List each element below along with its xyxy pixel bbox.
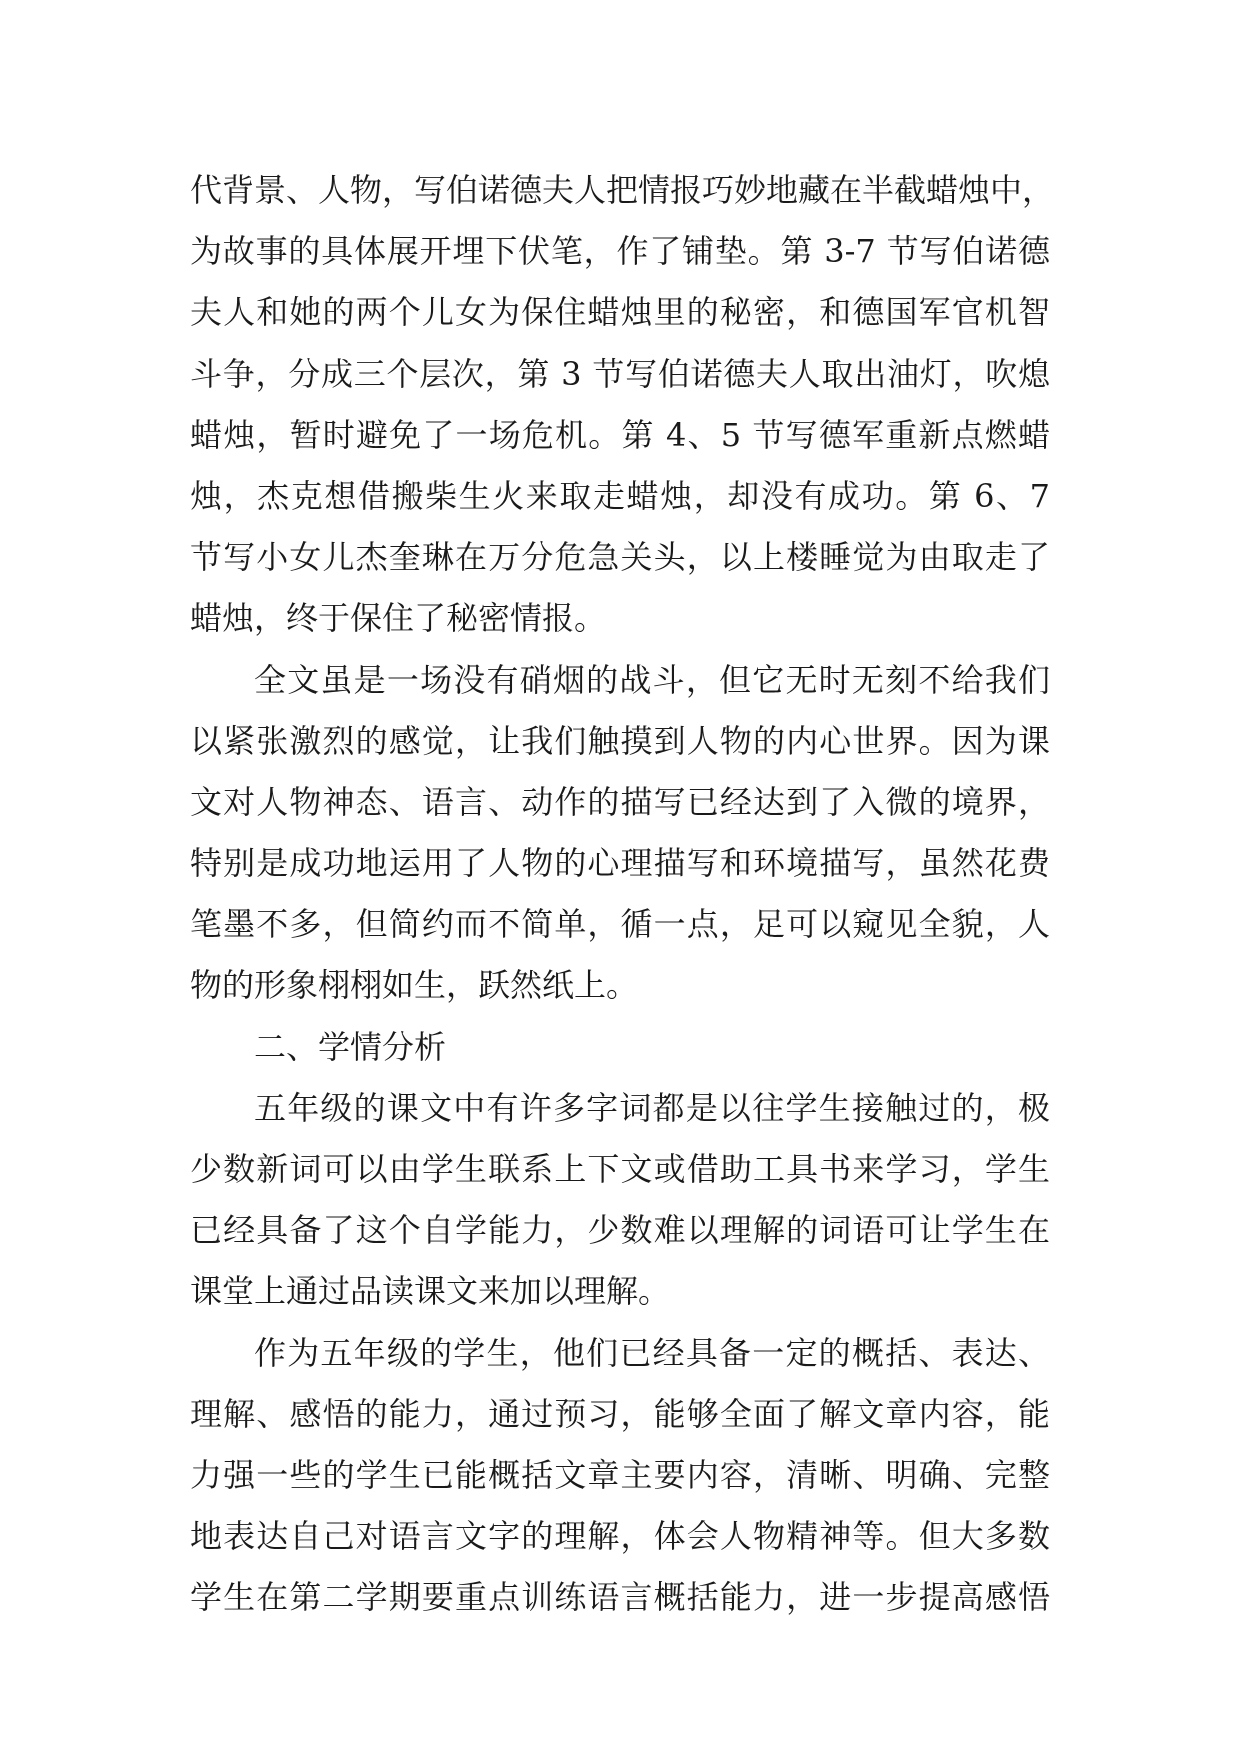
text-line: 烛，杰克想借搬柴生火来取走蜡烛，却没有成功。第 6、7 <box>190 476 1050 515</box>
text-line: 文对人物神态、语言、动作的描写已经达到了入微的境界， <box>190 782 1050 821</box>
text-line: 地表达自己对语言文字的理解，体会人物精神等。但大多数 <box>190 1517 1050 1556</box>
text-line: 蜡烛，暂时避免了一场危机。第 4、5 节写德军重新点燃蜡 <box>190 415 1050 454</box>
text-line: 代背景、人物，写伯诺德夫人把情报巧妙地藏在半截蜡烛中， <box>190 171 1055 209</box>
text-line: 力强一些的学生已能概括文章主要内容，清晰、明确、完整 <box>190 1455 1050 1494</box>
text-line: 特别是成功地运用了人物的心理描写和环境描写，虽然花费 <box>190 844 1050 883</box>
text-line: 作为五年级的学生，他们已经具备一定的概括、表达、 <box>254 1333 1050 1372</box>
text-line: 少数新词可以由学生联系上下文或借助工具书来学习，学生 <box>190 1150 1050 1188</box>
text-line: 节写小女儿杰奎琳在万分危急关头，以上楼睡觉为由取走了 <box>190 538 1050 577</box>
text-line: 蜡烛，终于保住了秘密情报。 <box>190 599 607 638</box>
text-line: 物的形象栩栩如生，跃然纸上。 <box>190 966 639 1005</box>
text-line: 斗争，分成三个层次，第 3 节写伯诺德夫人取出油灯，吹熄 <box>190 354 1050 393</box>
text-line: 已经具备了这个自学能力，少数难以理解的词语可让学生在 <box>190 1211 1050 1250</box>
text-line: 夫人和她的两个儿女为保住蜡烛里的秘密，和德国军官机智 <box>190 293 1050 332</box>
text-line: 笔墨不多，但简约而不简单，循一点，足可以窥见全貌，人 <box>190 905 1050 944</box>
text-line: 五年级的课文中有许多字词都是以往学生接触过的，极 <box>254 1088 1050 1127</box>
text-line: 学生在第二学期要重点训练语言概括能力，进一步提高感悟 <box>190 1578 1050 1617</box>
text-line: 全文虽是一场没有硝烟的战斗，但它无时无刻不给我们 <box>254 660 1050 699</box>
text-line: 理解、感悟的能力，通过预习，能够全面了解文章内容，能 <box>190 1394 1050 1433</box>
document-body <box>190 160 1055 1629</box>
text-line: 课堂上通过品读课文来加以理解。 <box>190 1272 671 1311</box>
text-line: 为故事的具体展开埋下伏笔，作了铺垫。第 3-7 节写伯诺德 <box>190 232 1050 271</box>
text-line: 二、学情分析 <box>254 1027 447 1066</box>
text-line: 以紧张激烈的感觉，让我们触摸到人物的内心世界。因为课 <box>190 721 1050 760</box>
